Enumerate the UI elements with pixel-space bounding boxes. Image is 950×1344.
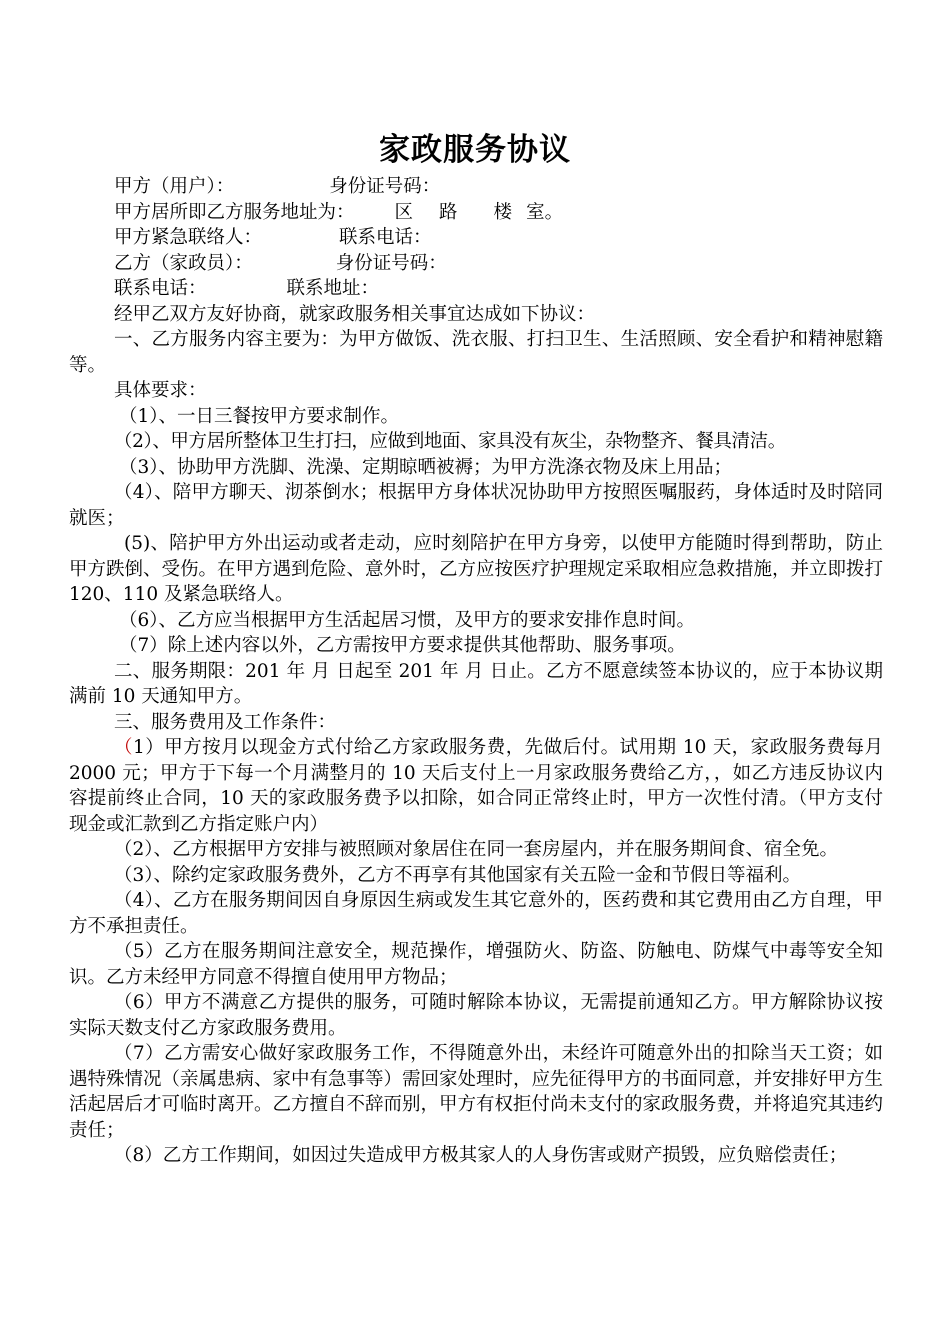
- document-title: 家政服务协议: [379, 132, 571, 168]
- party-b-phone-label: 联系电话：: [114, 278, 207, 299]
- contact-phone-label: 联系电话：: [339, 227, 432, 248]
- address-building: 楼: [493, 201, 513, 223]
- section1-heading: 一、乙方服务内容主要为：为甲方做饭、洗衣服、打扫卫生、生活照顾、安全看护和精神慰籍等。: [69, 329, 883, 376]
- document-body: [69, 174, 883, 1169]
- emergency-contact-label: 甲方紧急联络人：: [114, 227, 263, 248]
- party-b-label: 乙方（家政员）：: [114, 252, 253, 274]
- intro-paragraph: 经甲乙双方友好协商，就家政服务相关事宜达成如下协议：: [114, 303, 596, 325]
- section1-item-1: （1）、一日三餐按甲方要求制作。: [119, 405, 400, 427]
- party-a-label: 甲方（用户）：: [114, 176, 235, 197]
- section2-paragraph: 二、服务期限：201 年 月 日起至 201 年 月 日止。乙方不愿意续签本协议的，应于本协议期满前 10 天通知甲方。: [69, 660, 883, 707]
- party-a-address-line: [69, 200, 883, 226]
- section1-item-4: （4）、陪甲方聊天、沏茶倒水；根据甲方身体状况协助甲方按照医嘱服药，身体适时及时陪同就医；: [69, 482, 883, 529]
- party-b-address-label: 联系地址：: [286, 278, 380, 299]
- party-b-contact-line: [69, 276, 883, 302]
- party-a-id-label: 身份证号码：: [329, 176, 441, 197]
- address-road: 路: [439, 201, 458, 223]
- section1-item-3: （3）、协助甲方洗脚、洗澡、定期晾晒被褥；为甲方洗涤衣物及床上用品；: [119, 456, 733, 478]
- section3-item-5: （5）乙方在服务期间注意安全，规范操作，增强防火、防盗、防触电、防煤气中毒等安全知识。乙方未经甲方同意不得擅自使用甲方物品；: [69, 941, 883, 988]
- section3-item-2: （2）、乙方根据甲方安排与被照顾对象居住在同一套房屋内，并在服务期间食、宿全免。: [114, 839, 839, 860]
- party-b-line: [69, 251, 883, 277]
- party-a-line: [69, 174, 883, 200]
- address-district: 区: [394, 201, 414, 223]
- section3-item-7: （7）乙方需安心做好家政服务工作，不得随意外出，未经许可随意外出的扣除当天工资；如遇特殊情况（亲属患病、家中有急事等）需回家处理时，应先征得甲方的书面同意，并安排好甲方生活起居后才可临时离开。乙方擅自不辞而别，甲方有权拒付尚未支付的家政服务费，并将追究其违约责任；: [69, 1043, 884, 1141]
- section1-item-6: （6）、乙方应当根据甲方生活起居习惯，及甲方的要求安排作息时间。: [119, 609, 696, 631]
- section1-item-7: （7）除上述内容以外，乙方需按甲方要求提供其他帮助、服务事项。: [119, 635, 686, 656]
- section3-heading: 三、服务费用及工作条件：: [114, 711, 337, 733]
- party-b-id-label: 身份证号码：: [335, 252, 447, 274]
- section1-item-2: （2）、甲方居所整体卫生打扫，应做到地面、家具没有灰尘，杂物整齐、餐具清洁。: [114, 431, 786, 452]
- section3-item-4: （4）、乙方在服务期间因自身原因生病或发生其它意外的，医药费和其它费用由乙方自理，甲方不承担责任。: [69, 890, 883, 937]
- section1-requirements-label: 具体要求：: [114, 380, 207, 401]
- address-room: 室。: [526, 201, 564, 223]
- section1-item-5: (5)、陪护甲方外出运动或者走动，应时刻陪护在甲方身旁，以使甲方能随时得到帮助，防止甲方跌倒、受伤。在甲方遇到危险、意外时，乙方应按医疗护理规定采取相应急救措施，并立即拨打 120、110 及紧急联络人。: [69, 533, 884, 605]
- section3-item-1-text: 1）甲方按月以现金方式付给乙方家政服务费，先做后付。试用期 10 天，家政服务费每月 2000 元；甲方于下每一个月满整月的 10 天后支付上一月家政服务费给乙方，，如乙方违反协议内容提前终止合同，10 天的家政服务费予以扣除，如合同正常终止时，甲方一次性付清。（甲方支付现金或汇款到乙方指定账户内）: [69, 737, 883, 835]
- section3-item-1: [69, 735, 883, 837]
- section3-item-1-open-paren: （: [114, 737, 133, 758]
- section3-item-8: （8）乙方工作期间，如因过失造成甲方极其家人的人身伤害或财产损毁，应负赔偿责任；: [114, 1145, 848, 1166]
- party-a-address-label: 甲方居所即乙方服务地址为：: [114, 201, 355, 223]
- section3-item-3: （3）、除约定家政服务费外，乙方不再享有其他国家有关五险一金和节假日等福利。: [114, 864, 802, 886]
- emergency-contact-line: [69, 225, 883, 251]
- section3-item-6: （6）甲方不满意乙方提供的服务，可随时解除本协议，无需提前通知乙方。甲方解除协议按实际天数支付乙方家政服务费用。: [69, 992, 883, 1039]
